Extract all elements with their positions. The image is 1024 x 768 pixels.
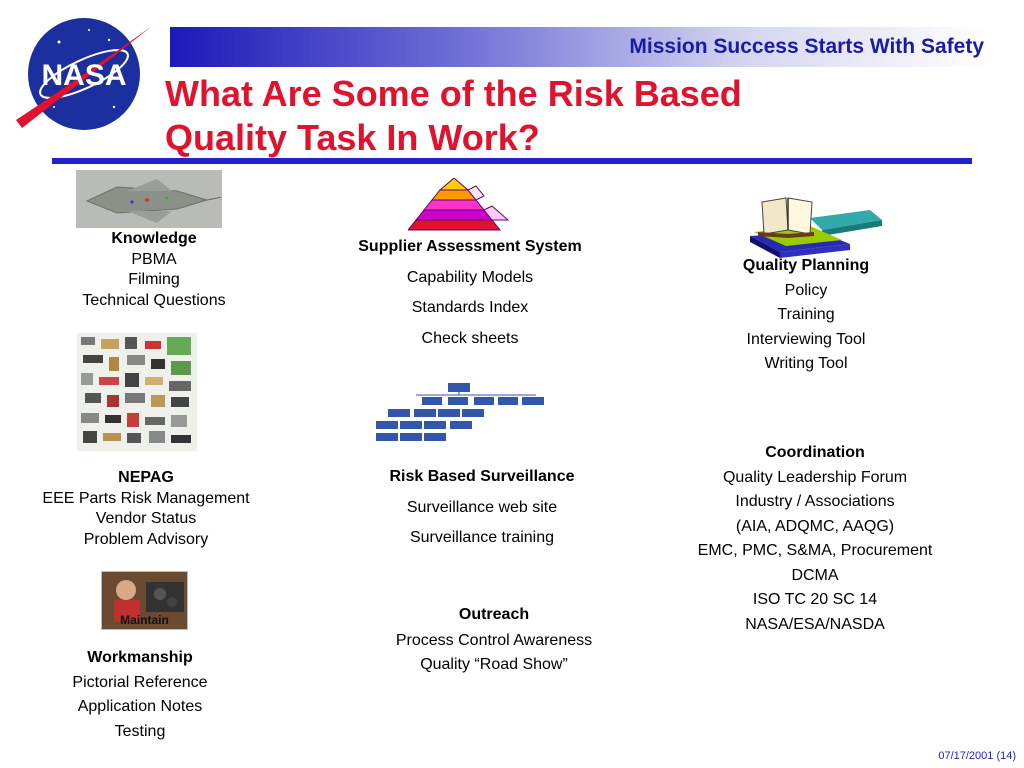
workmanship-photo-caption: Maintain — [120, 613, 169, 627]
quality-planning-item: Policy — [784, 281, 828, 299]
coordination-heading: Coordination — [765, 444, 865, 461]
books-image — [750, 196, 882, 258]
pyramid-image — [408, 178, 512, 232]
page-title-line-1: What Are Some of the Risk Based — [165, 73, 742, 114]
surveillance-block — [352, 462, 612, 554]
coordination-item: ISO TC 20 SC 14 — [752, 591, 878, 608]
workmanship-heading: Workmanship — [87, 649, 193, 666]
workmanship-block — [40, 646, 240, 744]
coordination-item: EMC, PMC, S&MA, Procurement — [697, 542, 933, 559]
coordination-item: NASA/ESA/NASDA — [745, 615, 885, 633]
supplier-block — [340, 232, 600, 354]
outreach-item: Quality “Road Show” — [420, 656, 568, 673]
quality-planning-heading: Quality Planning — [742, 257, 870, 274]
workmanship-item: Pictorial Reference — [72, 673, 208, 691]
coordination-item: (AIA, ADQMC, AAQG) — [735, 517, 895, 535]
quality-planning-item: Interviewing Tool — [746, 330, 866, 348]
coordination-block — [680, 441, 950, 637]
supplier-heading: Supplier Assessment System — [358, 238, 582, 255]
workmanship-item: Testing — [114, 722, 166, 740]
workmanship-item: Application Notes — [77, 698, 203, 715]
knowledge-item: PBMA — [131, 250, 177, 268]
knowledge-block — [56, 229, 252, 311]
outreach-heading: Outreach — [458, 606, 530, 623]
title-divider — [52, 158, 972, 164]
coordination-item: DCMA — [791, 566, 839, 584]
knowledge-heading: Knowledge — [111, 230, 197, 247]
quality-planning-item: Training — [777, 306, 835, 323]
supplier-item: Check sheets — [421, 329, 519, 347]
nepag-item: Vendor Status — [95, 510, 197, 527]
supplier-item: Standards Index — [411, 299, 529, 316]
coordination-item: Quality Leadership Forum — [722, 468, 908, 486]
nepag-item: EEE Parts Risk Management — [42, 489, 250, 507]
page-title — [165, 72, 865, 160]
coordination-item: Industry / Associations — [735, 493, 895, 510]
knowledge-item: Technical Questions — [82, 291, 226, 309]
workmanship-photo — [101, 571, 188, 630]
org-chart-image — [376, 375, 546, 441]
header-tagline: Mission Success Starts With Safety — [629, 35, 984, 58]
outreach-item: Process Control Awareness — [395, 632, 593, 649]
quality-planning-item: Writing Tool — [764, 355, 848, 372]
nepag-item: Problem Advisory — [83, 530, 209, 548]
surveillance-item: Surveillance training — [409, 529, 555, 546]
knowledge-item: Filming — [128, 271, 180, 288]
nasa-logo — [14, 12, 154, 137]
nepag-heading: NEPAG — [118, 469, 174, 486]
electronic-parts-image — [77, 333, 197, 451]
supplier-item: Capability Models — [406, 268, 534, 286]
outreach-block — [364, 603, 624, 677]
nepag-block — [26, 468, 266, 550]
page-title-line-2: Quality Task In Work? — [165, 117, 540, 158]
quality-planning-block — [700, 254, 912, 377]
shuttle-image — [76, 170, 222, 228]
footer-date-page: 07/17/2001 (14) — [938, 750, 1016, 762]
surveillance-heading: Risk Based Surveillance — [389, 468, 575, 485]
surveillance-item: Surveillance web site — [406, 498, 558, 516]
nasa-logo-text: NASA — [41, 59, 127, 92]
